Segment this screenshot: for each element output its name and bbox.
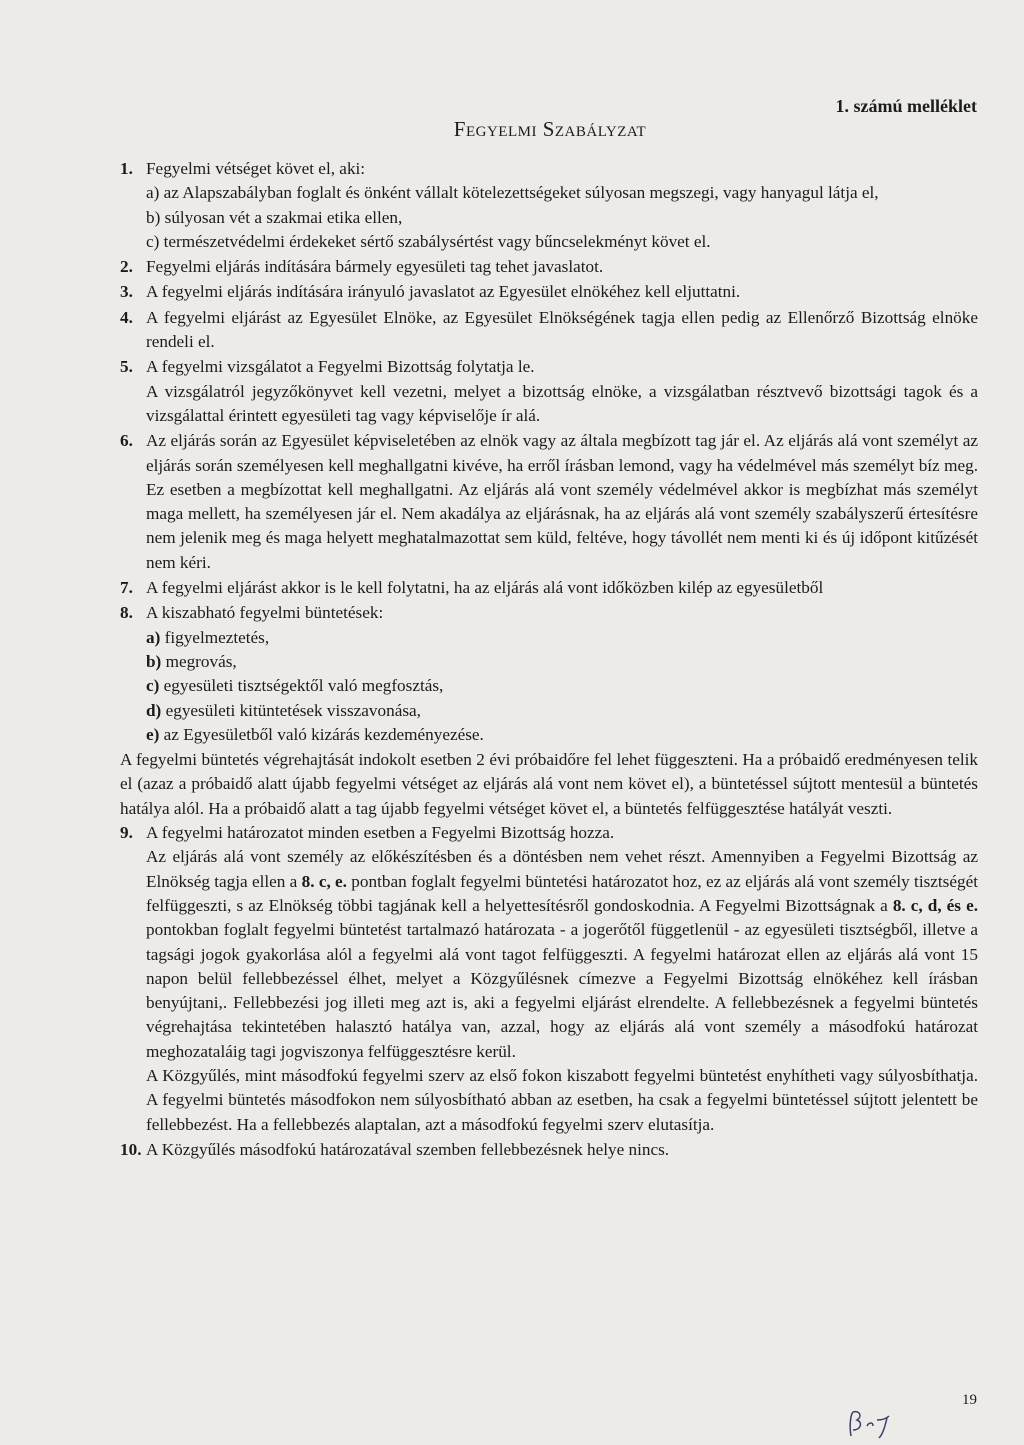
item-text-continued: A vizsgálatról jegyzőkönyvet kell vezetni, melyet a bizottság elnöke, a vizsgálatban résztvevő bizottsági tagok és a vizsgálattal érintett egyesületi tag vagy képviselője ír alá. bbox=[146, 381, 978, 425]
sub-item bbox=[146, 699, 978, 723]
item-number: 1. bbox=[120, 159, 133, 178]
sub-item bbox=[146, 650, 978, 674]
document-title-text: Fegyelmi Szabályzat bbox=[453, 117, 647, 141]
item-number: 5. bbox=[120, 357, 133, 377]
page-number: 19 bbox=[962, 1392, 977, 1408]
item-text: Fegyelmi vétséget követ el, aki: bbox=[146, 159, 366, 178]
sub-text: egyesületi kitüntetések visszavonása, bbox=[165, 700, 421, 720]
sub-text: az Egyesületből való kizárás kezdeményezése. bbox=[163, 724, 484, 744]
item-text: A fegyelmi eljárást az Egyesület Elnöke, az Egyesület Elnökségének tagja ellen pedig az Ellenőrző Bizottság elnöke rendeli el. bbox=[146, 307, 978, 352]
item-text: A fegyelmi határozatot minden esetben a Fegyelmi Bizottság hozza. bbox=[146, 823, 615, 843]
item-text: Az eljárás során az Egyesület képviseletében az elnök vagy az általa megbízott tag jár el. Az eljárás alá vont személyt az eljárás során személyesen kell meghallgatni kivéve, ha erről írásban lemond, vagy ha védelmével más személyt bíz meg. Ez esetben a megbízottat kell meghallgatni. Az eljárás alá vont személy védelmével akkor is megbízhat más személyt maga mellett, ha személyesen jár el. Nem akadálya az eljárásnak, ha az eljárás alá vont személy szabályszerű értesítésre nem jelenik meg és maga helyett meghatalmazottat sem küld, feltéve, hogy távollét nem menti ki és új időpont kitűzését nem kéri. bbox=[146, 431, 978, 572]
sub-list bbox=[146, 626, 978, 747]
sub-text: egyesületi tisztségektől való megfosztás, bbox=[163, 676, 444, 696]
sub-list bbox=[146, 181, 978, 254]
item-3 bbox=[120, 280, 978, 304]
sub-text: súlyosan vét a szakmai etika ellen, bbox=[164, 207, 403, 227]
document-title bbox=[0, 117, 1024, 142]
sub-item bbox=[146, 181, 978, 205]
item-number: 6. bbox=[120, 431, 133, 451]
item-4 bbox=[120, 306, 978, 355]
item-9-paragraph-1 bbox=[146, 845, 978, 1064]
item-number: 10. bbox=[120, 1139, 142, 1159]
annex-label: 1. számú melléklet bbox=[835, 96, 977, 116]
sub-text: természetvédelmi érdekeket sértő szabálysértést vagy bűncselekményt követ el. bbox=[163, 231, 711, 251]
item-7 bbox=[120, 576, 978, 600]
sub-item bbox=[146, 626, 978, 650]
item-text: A fegyelmi vizsgálatot a Fegyelmi Bizottság folytatja le. bbox=[146, 357, 535, 377]
handwritten-signature bbox=[843, 1408, 903, 1440]
item-10 bbox=[120, 1138, 978, 1162]
sub-letter: c) bbox=[146, 231, 160, 251]
item-text: A fegyelmi eljárás indítására irányuló javaslatot az Egyesület elnökéhez kell eljuttatni. bbox=[146, 282, 741, 302]
point-ref: 8. c, e. bbox=[301, 871, 347, 891]
suspension-paragraph: A fegyelmi büntetés végrehajtását indokolt esetben 2 évi próbaidőre fel lehet függeszteni. Ha a próbaidő eredményesen telik el (azaz a próbaidő alatt újabb fegyelmi vétséget az eljárás alá vont nem követ el), a büntetéssel sújtott mentesül a büntetés hatálya alól. Ha a próbaidő alatt a tag újabb fegyelmi vétséget követ el, a büntetés felfüggesztése hatályát veszti. bbox=[120, 750, 978, 818]
item-9 bbox=[120, 821, 978, 1137]
item-5 bbox=[120, 355, 978, 428]
sub-item bbox=[146, 723, 978, 747]
sub-letter: a) bbox=[146, 627, 161, 647]
item-8 bbox=[120, 601, 978, 747]
sub-text: az Alapszabályban foglalt és önként vállalt kötelezettségeket súlyosan megszegi, vagy hanyagul látja el, bbox=[163, 183, 879, 203]
text-run: pontokban foglalt fegyelmi büntetést tartalmazó határozata - a jogerőtől függetlenül - az egyesületi tisztségből, illetve a tagsági jogok gyakorlása alól a fegyelmi alá vont tagot felfüggeszti. A fegyelmi határozat ellen az eljárás alá vont 15 napon belül fellebbezéssel élhet, melyet a Közgyűlésnek címezve a Fegyelmi Bizottság elnökéhez kell írásban benyújtani,. Fellebbezési jog illeti meg azt is, aki a fegyelmi eljárást elrendelte. A fellebbezésnek a fegyelmi büntetés végrehajtása tekintetében halasztó hatálya van, azzal, hogy az eljárás alá vont személy a másodfokú határozat meghozataláig tagi jogviszonya felfüggesztésre kerül. bbox=[146, 920, 978, 1061]
item-number: 2. bbox=[120, 257, 133, 277]
item-6 bbox=[120, 429, 978, 575]
item-9-paragraph-2: A Közgyűlés, mint másodfokú fegyelmi szerv az első fokon kiszabott fegyelmi büntetést enyhítheti vagy súlyosbíthatja. A fegyelmi büntetés másodfokon nem súlyosbítható abban az esetben, ha csak a fegyelmi büntetéssel sújtott jelentett be fellebbezést. Ha a fellebbezés alaptalan, azt a másodfokú fegyelmi szerv elutasítja. bbox=[146, 1065, 978, 1134]
sub-item bbox=[146, 674, 978, 698]
sub-letter: b) bbox=[146, 207, 161, 227]
item-text: A kiszabható fegyelmi büntetések: bbox=[146, 603, 384, 623]
sub-letter: a) bbox=[146, 183, 160, 203]
sub-item bbox=[146, 206, 978, 230]
sub-text: megrovás, bbox=[165, 651, 237, 671]
sub-letter: b) bbox=[146, 651, 162, 671]
item-number: 7. bbox=[120, 578, 133, 598]
item-2 bbox=[120, 255, 978, 279]
text-run: Az eljárás alá vont személy az előkészítésben és a döntésben nem vehet részt. Amennyiben a Fegyelmi Bizottság az Elnökség tagja ellen a bbox=[146, 847, 978, 891]
text-run: pontban foglalt fegyelmi büntetési határozatot hoz, ez az eljárás alá vont személy tisztségét felfüggeszti, s az Elnökség többi tagjának kell a helyettesítésről gondoskodnia. A Fegyelmi Bizottságnak a bbox=[146, 871, 978, 915]
item-text: A fegyelmi eljárást akkor is le kell folytatni, ha az eljárás alá vont időközben kilép az egyesületből bbox=[146, 578, 824, 598]
sub-text: figyelmeztetés, bbox=[164, 627, 270, 647]
sub-letter: c) bbox=[146, 676, 160, 696]
item-text: A Közgyűlés másodfokú határozatával szemben fellebbezésnek helye nincs. bbox=[146, 1139, 670, 1159]
point-ref: 8. c, d, és e. bbox=[892, 895, 978, 915]
item-number: 4. bbox=[120, 307, 133, 327]
item-number: 3. bbox=[120, 282, 133, 302]
sub-letter: e) bbox=[146, 724, 160, 744]
item-number: 9. bbox=[120, 823, 133, 843]
sub-item bbox=[146, 230, 978, 254]
document-body bbox=[120, 157, 978, 1163]
item-text: Fegyelmi eljárás indítására bármely egyesületi tag tehet javaslatot. bbox=[146, 257, 604, 277]
sub-letter: d) bbox=[146, 700, 162, 720]
item-1 bbox=[120, 157, 978, 254]
item-number: 8. bbox=[120, 603, 133, 623]
